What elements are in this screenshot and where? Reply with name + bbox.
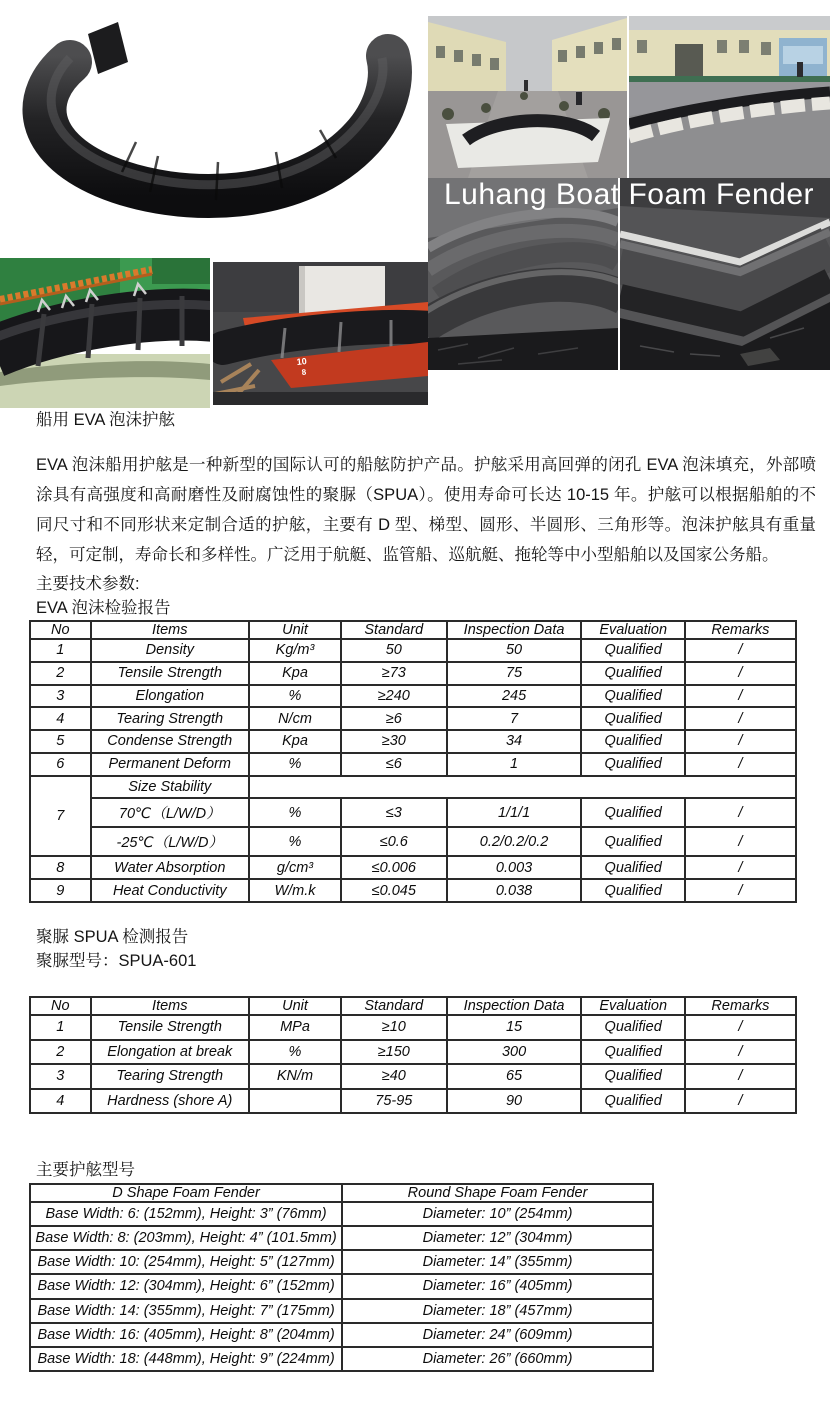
photo-orange-boat-fender (213, 262, 428, 405)
column-header: No (30, 621, 91, 639)
table-cell: % (249, 827, 341, 856)
table-cell: ≤0.045 (341, 879, 447, 902)
table-cell: 7 (447, 707, 582, 730)
table-cell: ≥150 (341, 1040, 447, 1065)
column-header: Evaluation (581, 621, 684, 639)
table-cell: Diameter: 26” (660mm) (342, 1347, 653, 1371)
header-row (30, 621, 796, 639)
table-cell: Diameter: 24” (609mm) (342, 1323, 653, 1347)
table-cell: Permanent Deform (91, 753, 250, 776)
table-row (30, 730, 796, 753)
table-cell: / (685, 1064, 796, 1089)
section-heading-spua-report: 聚脲 SPUA 检测报告 (36, 928, 189, 946)
table-cell: 1 (447, 753, 582, 776)
table-cell: ≥73 (341, 662, 447, 685)
header-row (30, 1184, 653, 1202)
table-cell: 70℃（L/W/D） (91, 798, 250, 827)
column-header: Items (91, 997, 250, 1015)
table-cell: Qualified (581, 753, 684, 776)
table-cell: ≤0.6 (341, 827, 447, 856)
table-cell: Diameter: 18” (457mm) (342, 1299, 653, 1323)
table-cell: Base Width: 16: (405mm), Height: 8” (204mm) (30, 1323, 342, 1347)
table-row (30, 1299, 653, 1323)
table-cell: 75-95 (341, 1089, 447, 1114)
column-header: No (30, 997, 91, 1015)
column-header: Standard (341, 621, 447, 639)
table-cell: Tearing Strength (91, 1064, 250, 1089)
table-cell: 7 (30, 776, 91, 857)
table-row (30, 1015, 796, 1040)
table-cell: Qualified (581, 856, 684, 879)
table-cell: Qualified (581, 685, 684, 708)
table-row (30, 1202, 653, 1226)
column-header: Remarks (685, 997, 796, 1015)
table-cell: Qualified (581, 879, 684, 902)
table-cell: Density (91, 639, 250, 662)
table-cell: Diameter: 10” (254mm) (342, 1202, 653, 1226)
table-row (30, 662, 796, 685)
section-subheading-spua-model: 聚脲型号：SPUA-601 (36, 952, 197, 970)
table-row (30, 1347, 653, 1371)
table-cell: Elongation (91, 685, 250, 708)
product-description: EVA 泡沫船用护舷是一种新型的国际认可的船舷防护产品。护舷采用高回弹的闭孔 EVA 泡沫填充，外部喷涂具有高强度和高耐磨性及耐腐蚀性的聚脲（SPUA）。使用寿命可长达 10-15 年。护舷可以根据船舶的不同尺寸和不同形状来定制合适的护舷，主要有 D 型、梯型、圆形、半圆形、三角形等。泡沫护舷具有重量轻，可定制，寿命长和多样性。广泛用于航艇、监管船、巡航艇、拖轮等中小型船舶以及国家公务船。 (36, 456, 816, 564)
table-cell: 65 (447, 1064, 582, 1089)
table-cell: / (685, 753, 796, 776)
table-cell: Qualified (581, 827, 684, 856)
table-cell: / (685, 685, 796, 708)
table-cell: g/cm³ (249, 856, 341, 879)
table-cell: 2 (30, 1040, 91, 1065)
table-cell: Tensile Strength (91, 662, 250, 685)
table-cell: 0.003 (447, 856, 582, 879)
table-cell: 0.2/0.2/0.2 (447, 827, 582, 856)
table-cell: 8 (30, 856, 91, 879)
table-row (30, 798, 796, 827)
table-cell: MPa (249, 1015, 341, 1040)
column-header: D Shape Foam Fender (30, 1184, 342, 1202)
table-cell: Water Absorption (91, 856, 250, 879)
table-cell: Qualified (581, 707, 684, 730)
table-cell: 1 (30, 1015, 91, 1040)
table-cell: Qualified (581, 730, 684, 753)
table-cell: ≥40 (341, 1064, 447, 1089)
table-cell: Kpa (249, 662, 341, 685)
fender-models-table (29, 1183, 654, 1372)
column-header: Unit (249, 621, 341, 639)
table-row (30, 856, 796, 879)
table-row (30, 753, 796, 776)
table-cell: 34 (447, 730, 582, 753)
table-cell: / (685, 662, 796, 685)
column-header: Inspection Data (447, 997, 582, 1015)
table-cell: 4 (30, 1089, 91, 1114)
table-row (30, 639, 796, 662)
table-cell: Hardness (shore A) (91, 1089, 250, 1114)
table-cell (249, 776, 796, 799)
table-cell: / (685, 856, 796, 879)
column-header: Evaluation (581, 997, 684, 1015)
column-header: Items (91, 621, 250, 639)
table-cell: Base Width: 6: (152mm), Height: 3” (76mm) (30, 1202, 342, 1226)
table-cell: / (685, 730, 796, 753)
table-cell: 0.038 (447, 879, 582, 902)
table-cell: N/cm (249, 707, 341, 730)
table-cell: ≥30 (341, 730, 447, 753)
table-cell: ≥6 (341, 707, 447, 730)
table-cell: Tensile Strength (91, 1015, 250, 1040)
table-cell: Base Width: 10: (254mm), Height: 5” (127mm) (30, 1250, 342, 1274)
hull-marking-top: 10 (296, 355, 308, 367)
column-header: Round Shape Foam Fender (342, 1184, 653, 1202)
spua-inspection-table (29, 996, 797, 1114)
photo-collage (0, 0, 830, 410)
column-header: Remarks (685, 621, 796, 639)
table-cell: % (249, 685, 341, 708)
table-cell: 300 (447, 1040, 582, 1065)
table-cell: / (685, 707, 796, 730)
table-cell: Diameter: 16” (405mm) (342, 1274, 653, 1298)
column-header: Unit (249, 997, 341, 1015)
table-cell: Base Width: 12: (304mm), Height: 6” (152mm) (30, 1274, 342, 1298)
table-cell: Elongation at break (91, 1040, 250, 1065)
section-heading-fender-models: 主要护舷型号 (36, 1161, 135, 1179)
photo-black-foam-fender-product (0, 0, 428, 255)
table-row (30, 1323, 653, 1347)
table-cell: 90 (447, 1089, 582, 1114)
photo-overlay-title: Luhang Boat Foam Fender (443, 178, 815, 211)
table-row (30, 1226, 653, 1250)
table-cell: 3 (30, 1064, 91, 1089)
table-cell: Qualified (581, 1040, 684, 1065)
table-cell: 15 (447, 1015, 582, 1040)
table-cell: 5 (30, 730, 91, 753)
table-cell: Qualified (581, 1015, 684, 1040)
table-cell: 2 (30, 662, 91, 685)
table-cell: ≥10 (341, 1015, 447, 1040)
column-header: Inspection Data (447, 621, 582, 639)
table-cell: ≤0.006 (341, 856, 447, 879)
fender-product-illustration (0, 0, 428, 255)
table-row (30, 1064, 796, 1089)
table-cell: / (685, 1089, 796, 1114)
table-cell (249, 1089, 341, 1114)
table-cell: Base Width: 18: (448mm), Height: 9” (224mm) (30, 1347, 342, 1371)
table-cell: ≤3 (341, 798, 447, 827)
table-cell: ≥240 (341, 685, 447, 708)
table-cell: 9 (30, 879, 91, 902)
table-row (30, 1274, 653, 1298)
table-cell: 50 (341, 639, 447, 662)
table-cell: 3 (30, 685, 91, 708)
table-row (30, 776, 796, 799)
table-cell: Base Width: 14: (355mm), Height: 7” (175mm) (30, 1299, 342, 1323)
table-cell: Condense Strength (91, 730, 250, 753)
table-cell: % (249, 798, 341, 827)
table-cell: -25℃（L/W/D） (91, 827, 250, 856)
photo-factory-yard-left (428, 16, 627, 178)
table-cell: 1 (30, 639, 91, 662)
table-cell: 4 (30, 707, 91, 730)
section-heading-parameters: 主要技术参数: (36, 575, 140, 593)
table-cell: / (685, 639, 796, 662)
table-cell: / (685, 1040, 796, 1065)
table-cell: / (685, 827, 796, 856)
table-cell: Qualified (581, 1089, 684, 1114)
table-cell: Diameter: 14” (355mm) (342, 1250, 653, 1274)
table-cell: Qualified (581, 639, 684, 662)
table-cell: Diameter: 12” (304mm) (342, 1226, 653, 1250)
table-cell: Kg/m³ (249, 639, 341, 662)
table-row (30, 827, 796, 856)
table-cell: % (249, 1040, 341, 1065)
section-subheading-eva-report: EVA 泡沫检验报告 (36, 599, 171, 617)
table-cell: ≤6 (341, 753, 447, 776)
table-cell: / (685, 879, 796, 902)
eva-foam-inspection-table (29, 620, 797, 903)
table-cell: Base Width: 8: (203mm), Height: 4” (101.5mm) (30, 1226, 342, 1250)
table-cell: / (685, 1015, 796, 1040)
table-row (30, 707, 796, 730)
hull-marking-bottom: 8 (301, 367, 307, 377)
product-title: 船用 EVA 泡沫护舷 (36, 411, 176, 429)
table-cell: % (249, 753, 341, 776)
table-cell: Kpa (249, 730, 341, 753)
table-row (30, 1040, 796, 1065)
photo-green-boat-fender (0, 258, 210, 408)
table-row (30, 879, 796, 902)
table-cell: Size Stability (91, 776, 250, 799)
photo-factory-yard-right (629, 16, 830, 178)
column-header: Standard (341, 997, 447, 1015)
header-row (30, 997, 796, 1015)
table-row (30, 1089, 796, 1114)
table-cell: Heat Conductivity (91, 879, 250, 902)
table-cell: W/m.k (249, 879, 341, 902)
table-cell: 245 (447, 685, 582, 708)
table-row (30, 1250, 653, 1274)
table-cell: Qualified (581, 662, 684, 685)
table-cell: Tearing Strength (91, 707, 250, 730)
table-cell: 1/1/1 (447, 798, 582, 827)
table-cell: KN/m (249, 1064, 341, 1089)
table-cell: 6 (30, 753, 91, 776)
table-cell: / (685, 798, 796, 827)
table-cell: 75 (447, 662, 582, 685)
table-cell: Qualified (581, 798, 684, 827)
table-row (30, 685, 796, 708)
table-cell: Qualified (581, 1064, 684, 1089)
table-cell: 50 (447, 639, 582, 662)
